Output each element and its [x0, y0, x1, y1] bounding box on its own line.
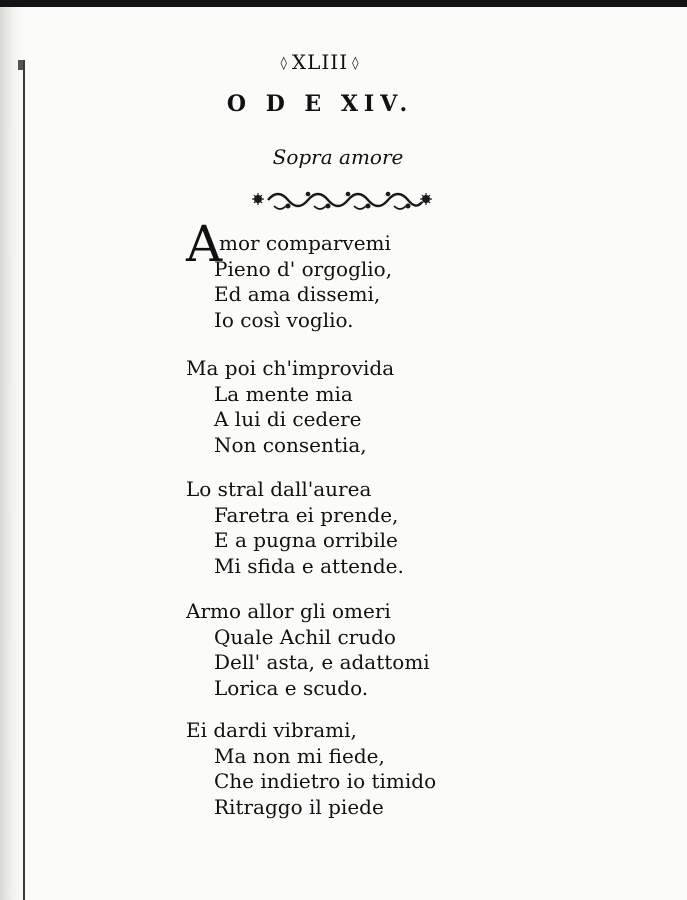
poem-line: Ma non mi fiede, — [214, 743, 385, 768]
page-number-ornament-right-icon: ◊ — [352, 56, 360, 71]
poem-line: E a pugna orribile — [214, 528, 398, 552]
page-number-text: XLIII — [291, 50, 349, 74]
stanza-1 — [186, 215, 646, 333]
poem-line: Che indietro io timido — [214, 769, 437, 793]
stanza-3 — [186, 477, 646, 579]
poem-line: Ma poi ch'improvida — [186, 356, 395, 380]
poem-line: Ed ama dissemi, — [214, 282, 381, 306]
poem-line: Faretra ei prende, — [214, 502, 399, 527]
poem-line: mor comparvemi — [219, 231, 391, 255]
poem-line: Pieno d' orgoglio, — [214, 256, 393, 281]
poem-line: Quale Achil crudo — [214, 624, 396, 649]
poem-line: A lui di cedere — [214, 407, 362, 431]
binding-line — [23, 60, 25, 900]
poem-line: Dell' asta, e adattomi — [214, 650, 430, 674]
poem-line: La mente mia — [214, 381, 353, 406]
poem-line: Non consentia, — [214, 432, 367, 457]
ode-title: O D E XIV. — [226, 91, 414, 117]
stanza-5 — [186, 718, 646, 820]
poem-line: Ritraggo il piede — [214, 794, 384, 819]
poem-line: Io così voglio. — [214, 307, 354, 332]
book-gutter — [0, 7, 24, 900]
poem-line: Lorica e scudo. — [214, 675, 369, 700]
poem-line: Lo stral dall'aurea — [186, 477, 372, 501]
page-number — [0, 50, 640, 74]
ode-subtitle: Sopra amore — [272, 145, 404, 169]
poem-line: Armo allor gli omeri — [186, 599, 391, 623]
poem-line: Mi sfida e attende. — [214, 553, 404, 578]
page-number-ornament-left-icon: ◊ — [280, 56, 288, 71]
drop-cap: A — [186, 215, 223, 273]
stanza-2 — [186, 356, 646, 458]
page-top-edge — [0, 0, 687, 7]
stanza-4 — [186, 599, 646, 701]
poem-line: Ei dardi vibrami, — [186, 718, 357, 742]
decorative-ornament-icon — [248, 186, 436, 216]
